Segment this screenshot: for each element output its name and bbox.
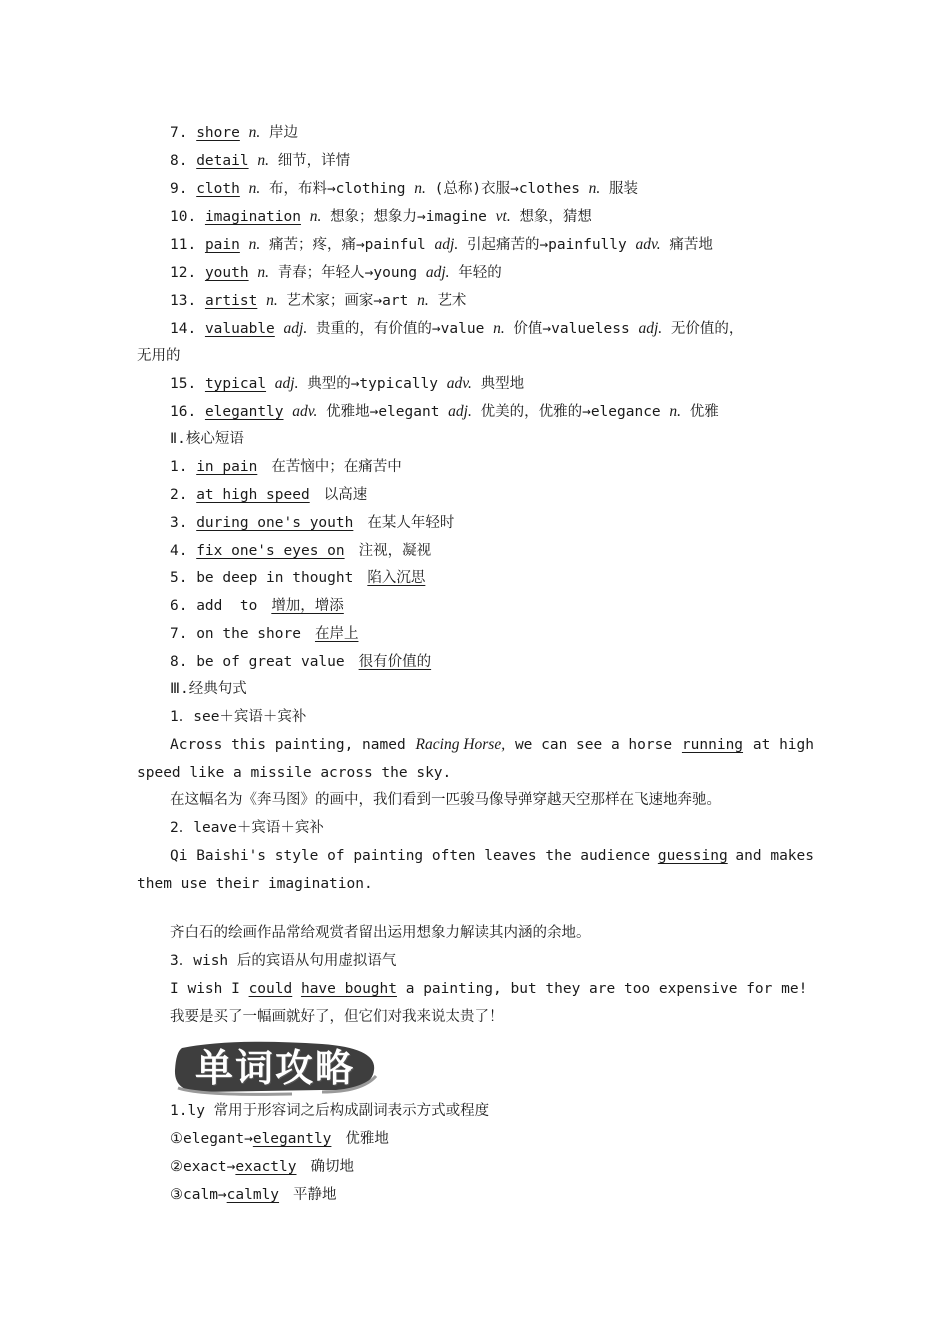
- strategy-item: ②exact→exactly 确切地: [170, 1159, 354, 1175]
- example-sentence: Qi Baishi's style of painting often leaves the audience guessing and makes: [170, 844, 814, 868]
- answer-phrase: 很有价值的: [358, 654, 432, 670]
- section-heading-sentences: Ⅲ.经典句式: [170, 681, 247, 697]
- example-sentence: I wish I could have bought a painting, but they are too expensive for me!: [170, 981, 808, 997]
- example-sentence: Across this painting, named Racing Horse, we can see a horse running at high: [170, 733, 814, 757]
- phrase-item: 4. fix one's eyes on 注视，凝视: [170, 543, 432, 559]
- example-translation: 我要是买了一幅画就好了，但它们对我来说太贵了！: [170, 1009, 504, 1025]
- answer-word: detail: [196, 153, 249, 169]
- vocab-item: 14. valuable adj. 贵重的，有价值的→value n. 价值→valueless adj. 无价值的，: [170, 320, 744, 337]
- vocab-item: 13. artist n. 艺术家；画家→art n. 艺术: [170, 292, 467, 309]
- example-translation: 在这幅名为《奔马图》的画中，我们看到一匹骏马像导弹穿越天空那样在飞速地奔驰。: [170, 792, 721, 808]
- answer-word: pain: [204, 237, 240, 253]
- answer-phrase: during one's youth: [196, 515, 354, 531]
- strategy-intro: 1.ly 常用于形容词之后构成副词表示方式或程度: [170, 1103, 490, 1119]
- strategy-item: ③calm→calmly 平静地: [170, 1187, 337, 1203]
- answer-word: shore: [196, 125, 240, 141]
- vocab-item: 9. cloth n. 布，布料→clothing n. (总称)衣服→clothes n. 服装: [170, 180, 639, 197]
- answer-word: exactly: [235, 1159, 297, 1175]
- answer-phrase: fix one's eyes on: [196, 543, 345, 559]
- phrase-item: 5. be deep in thought 陷入沉思: [170, 570, 426, 586]
- vocab-item: 7. shore n. 岸边: [170, 124, 298, 141]
- answer-word: imagination: [204, 209, 301, 225]
- strategy-item: ①elegant→elegantly 优雅地: [170, 1131, 389, 1147]
- answer-word: youth: [204, 265, 249, 281]
- vocab-item: 11. pain n. 痛苦；疼，痛→painful adj. 引起痛苦的→painfully adv. 痛苦地: [170, 236, 713, 253]
- answer-phrase: 在岸上: [314, 626, 359, 642]
- answer-word: cloth: [196, 181, 240, 197]
- answer-word: elegantly: [204, 404, 284, 420]
- answer-phrase: 陷入沉思: [367, 570, 426, 586]
- vocab-item: 10. imagination n. 想象；想象力→imagine vt. 想象，猜想: [170, 208, 592, 225]
- section-heading-phrases: Ⅱ.核心短语: [170, 431, 244, 447]
- pattern-title: 1．see＋宾语＋宾补: [170, 709, 307, 725]
- answer-phrase: at high speed: [196, 487, 310, 503]
- answer-word: elegantly: [252, 1131, 332, 1147]
- section-banner: [172, 1040, 378, 1096]
- answer-phrase: 增加，增添: [271, 598, 344, 614]
- pattern-title: 2．leave＋宾语＋宾补: [170, 820, 324, 836]
- answer-word: running: [681, 737, 744, 753]
- pattern-title: 3．wish 后的宾语从句用虚拟语气: [170, 953, 397, 969]
- answer-word: valuable: [204, 321, 275, 337]
- example-translation: 齐白石的绘画作品常给观赏者留出运用想象力解读其内涵的余地。: [170, 925, 591, 941]
- phrase-item: 8. be of great value 很有价值的: [170, 654, 432, 670]
- phrase-item: 6. add to 增加，增添: [170, 598, 344, 614]
- answer-word: typical: [204, 376, 267, 392]
- answer-word: artist: [204, 293, 258, 309]
- answer-word: guessing: [657, 848, 728, 864]
- vocab-item: 16. elegantly adv. 优雅地→elegant adj. 优美的，优雅的→elegance n. 优雅: [170, 403, 719, 420]
- vocab-item-continuation: 无用的: [137, 348, 181, 364]
- answer-phrase: in pain: [196, 459, 258, 475]
- phrase-item: 1. in pain 在苦恼中；在痛苦中: [170, 459, 402, 475]
- example-sentence-continuation: them use their imagination.: [137, 876, 373, 892]
- phrase-item: 3. during one's youth 在某人年轻时: [170, 515, 455, 531]
- answer-word: have bought: [300, 981, 397, 997]
- vocab-item: 8. detail n. 细节，详情: [170, 152, 351, 169]
- answer-word: calmly: [226, 1187, 280, 1203]
- vocab-item: 15. typical adj. 典型的→typically adv. 典型地: [170, 375, 525, 392]
- example-sentence-continuation: speed like a missile across the sky.: [137, 765, 452, 781]
- phrase-item: 7. on the shore 在岸上: [170, 626, 359, 642]
- phrase-item: 2. at high speed 以高速: [170, 487, 368, 503]
- answer-word: could: [248, 981, 293, 997]
- vocab-item: 12. youth n. 青春；年轻人→young adj. 年轻的: [170, 264, 502, 281]
- banner-title: 单词攻略: [194, 1046, 355, 1090]
